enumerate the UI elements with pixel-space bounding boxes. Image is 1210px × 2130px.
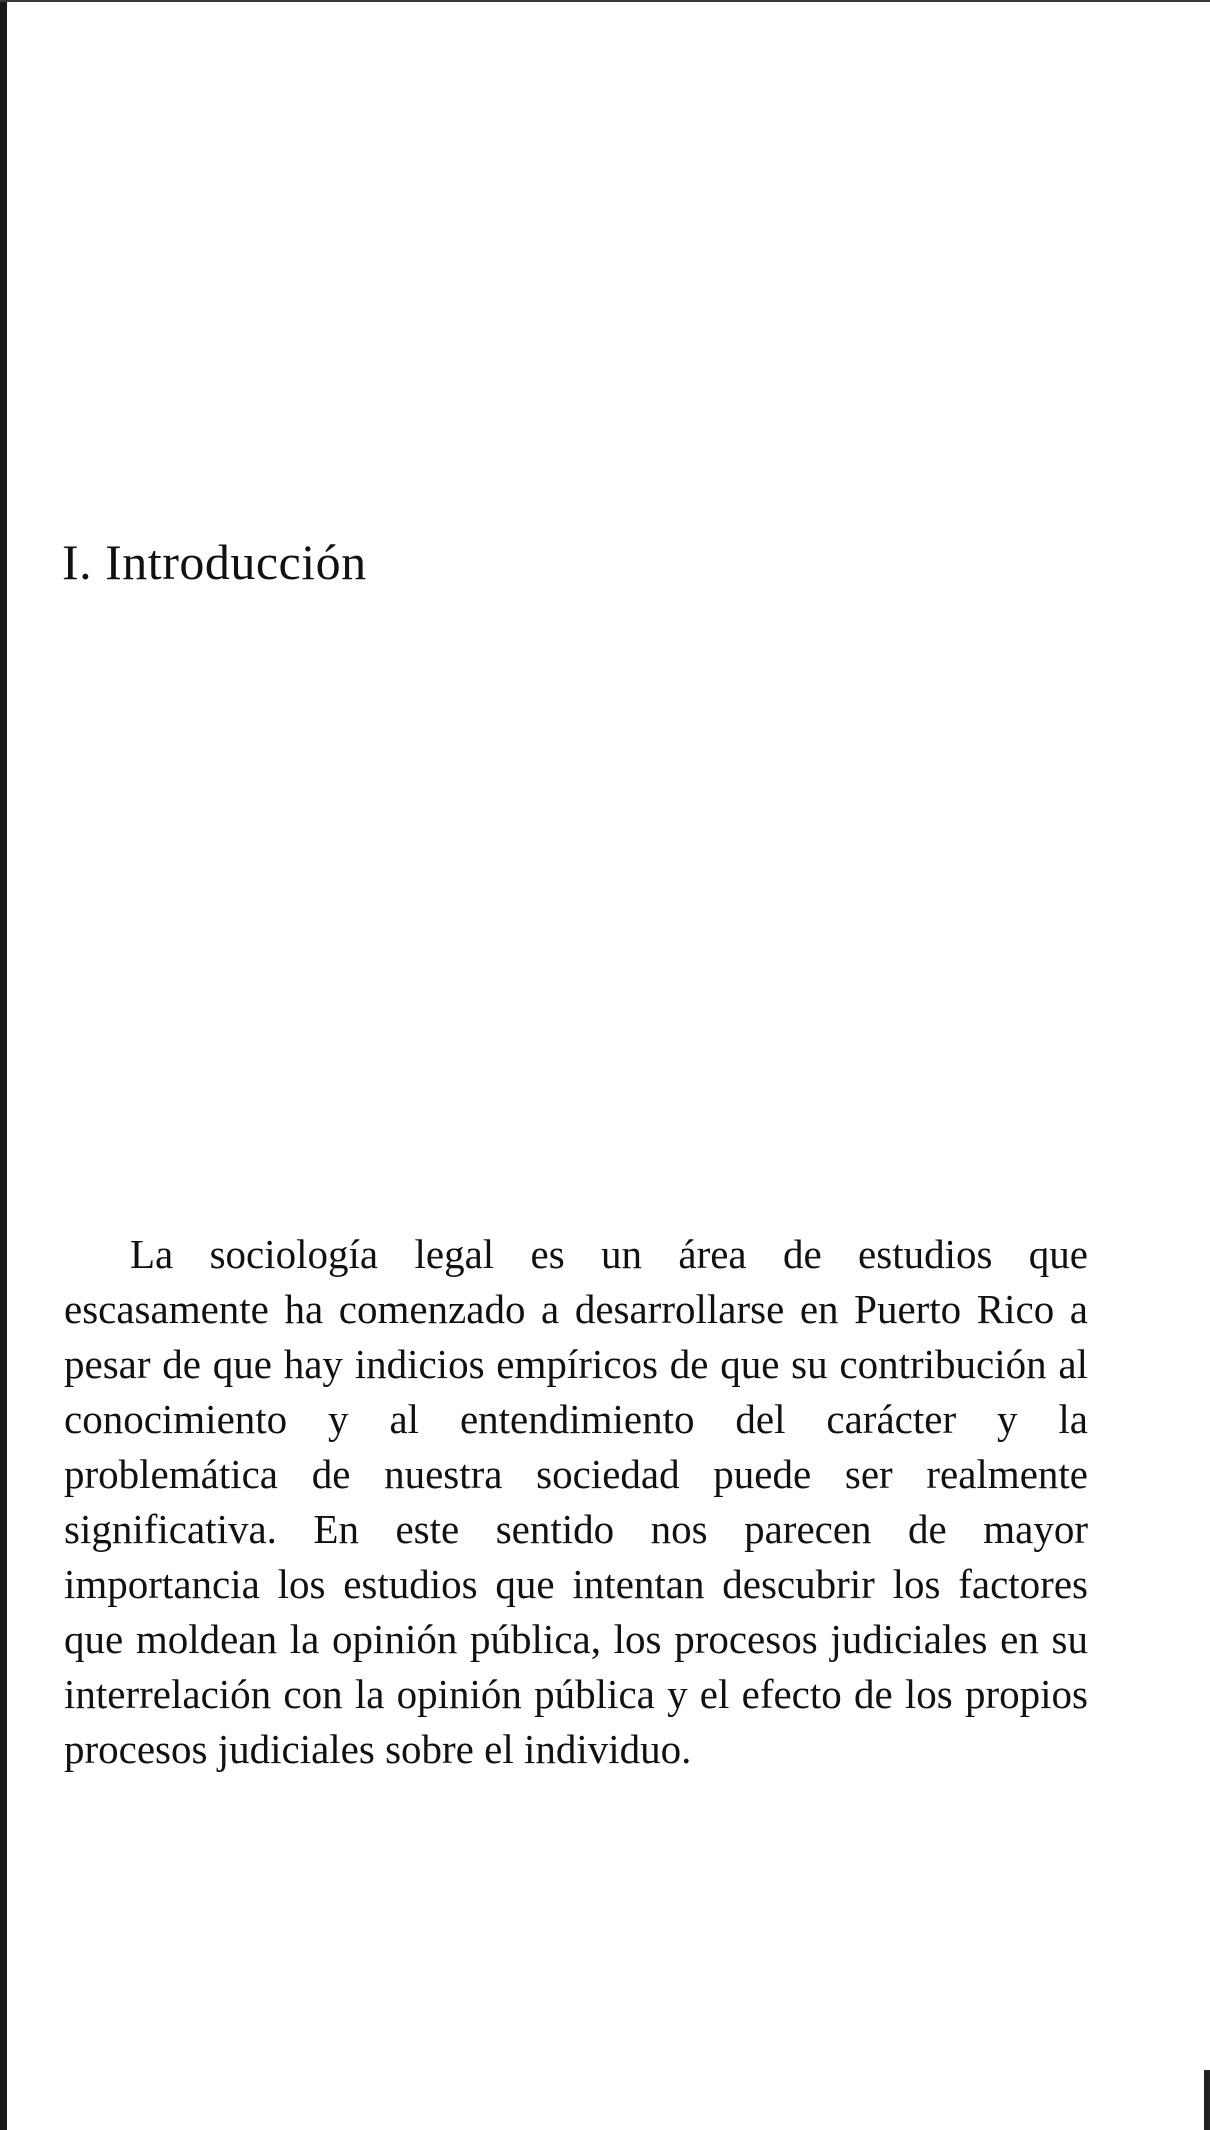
page-edge-corner [1204,2070,1210,2130]
section-heading: I. Introducción [62,534,367,590]
page-edge-top [0,0,1210,2]
body-paragraph: La sociología legal es un área de estudios que escasamente ha comenzado a desarrollarse en Puerto Rico a pesar de que hay indicios empíricos de que su contribución al conocimiento y al entendimiento del carácter y la problemática de nuestra sociedad puede ser realmente significativa. En este sentido nos parecen de mayor importancia los estudios que intentan descubrir los factores que moldean la opinión pública, los procesos judiciales en su interrelación con la opinión pública y el efecto de los propios procesos judiciales sobre el individuo. [64,1231,1088,1772]
page-edge-left [0,0,7,2130]
